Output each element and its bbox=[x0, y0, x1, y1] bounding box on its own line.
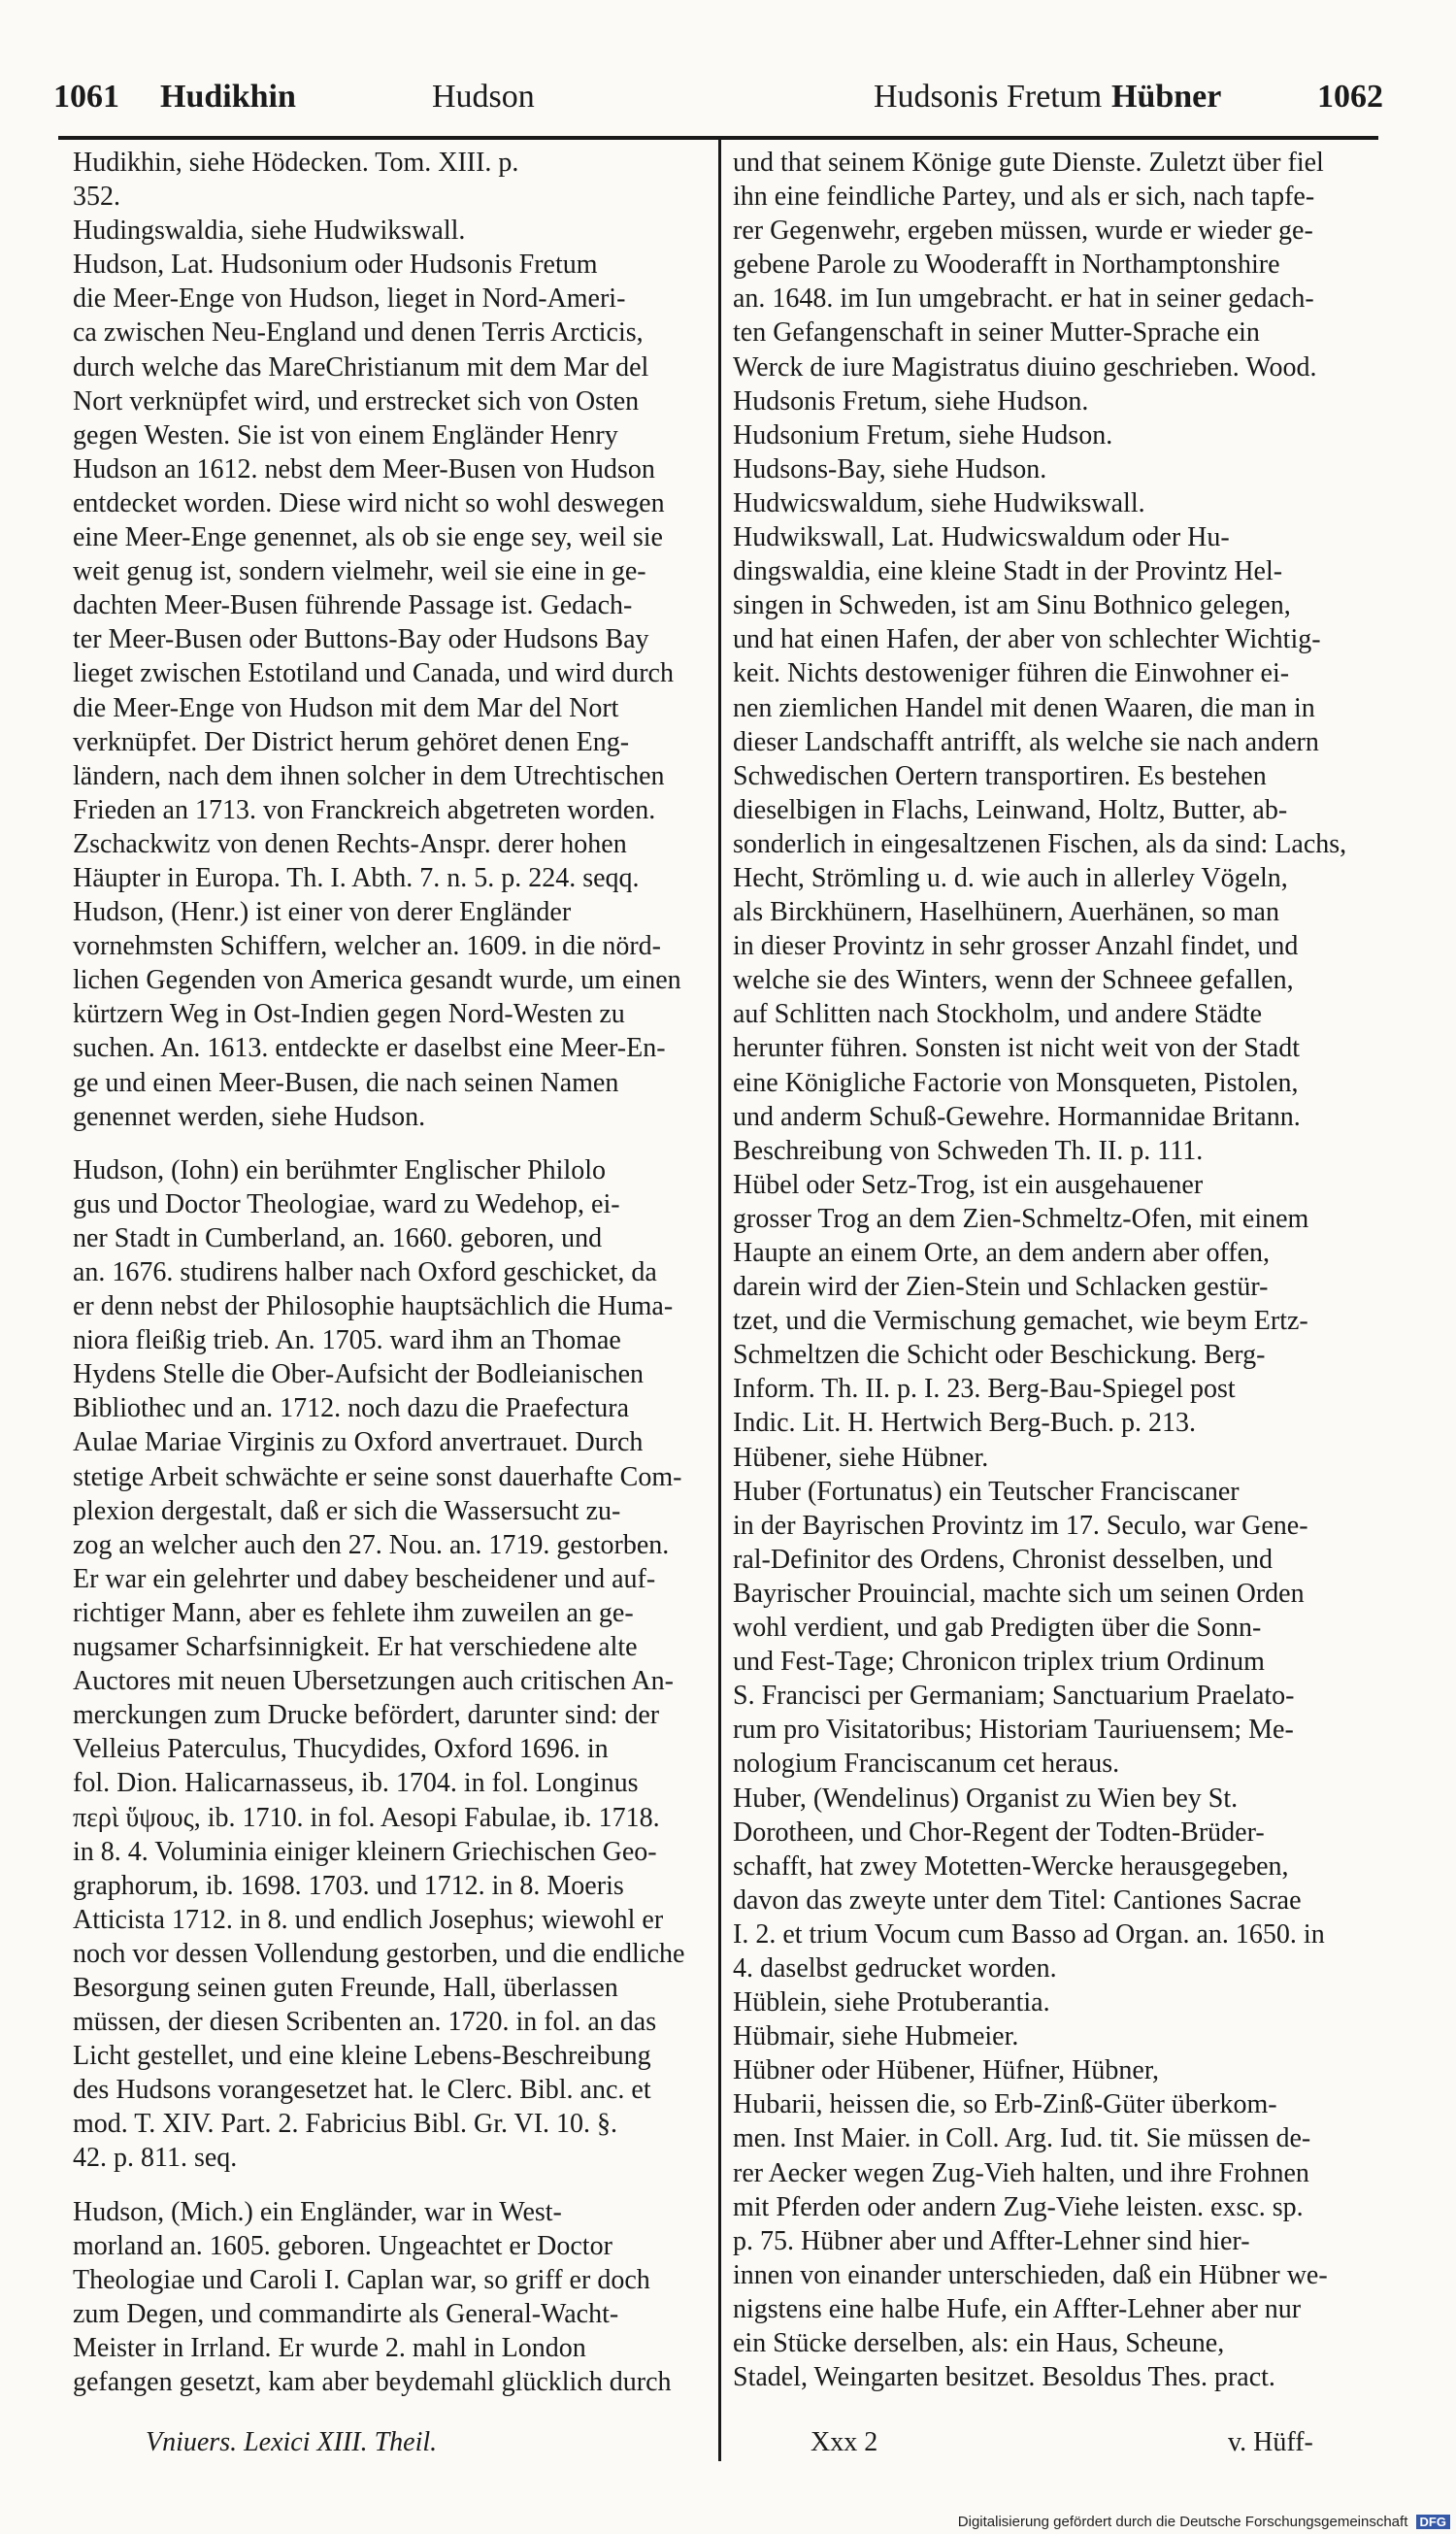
text-line: Hubarii, heissen die, so Erb-Zinß-Güter überkom- bbox=[733, 2089, 1277, 2120]
text-line: Huber (Fortunatus) ein Teutscher Franciscaner bbox=[733, 1476, 1240, 1507]
running-header bbox=[53, 68, 1383, 126]
guideword-right: Hübner bbox=[1111, 79, 1222, 115]
text-line: müssen, der diesen Scribenten an. 1720. in fol. an das bbox=[73, 2007, 657, 2038]
text-line: niora fleißig trieb. An. 1705. ward ihm an Thomae bbox=[73, 1325, 621, 1356]
dfg-logo: DFG bbox=[1416, 2515, 1450, 2529]
catchword: v. Hüff- bbox=[1228, 2427, 1313, 2457]
text-line: Hudsonis Fretum, siehe Hudson. bbox=[733, 385, 1089, 417]
text-line: nigstens eine halbe Hufe, ein Affter-Lehner aber nur bbox=[733, 2293, 1302, 2324]
text-line: keit. Nichts destoweniger führen die Einwohner ei- bbox=[733, 658, 1290, 689]
text-line: in dieser Provintz in sehr grosser Anzahl findet, und bbox=[733, 931, 1299, 962]
text-line: Licht gestellet, und eine kleine Lebens-Beschreibung bbox=[73, 2041, 651, 2072]
keyword-right: Hudsonis Fretum bbox=[874, 79, 1103, 115]
text-line: gegen Westen. Sie ist von einem Engländer Henry bbox=[73, 419, 618, 450]
text-line: Beschreibung von Schweden Th. II. p. 111. bbox=[733, 1135, 1204, 1166]
left-column bbox=[73, 146, 709, 2399]
text-line: vornehmsten Schiffern, welcher an. 1609. in die nörd- bbox=[73, 931, 661, 962]
text-line: Haupte an einem Orte, an dem andern aber offen, bbox=[733, 1238, 1271, 1268]
text-line: rer Aecker wegen Zug-Vieh halten, und ihre Frohnen bbox=[733, 2157, 1309, 2188]
text-line: an. 1648. im Iun umgebracht. er hat in seiner gedach- bbox=[733, 283, 1314, 315]
text-line: in der Bayrischen Provintz im 17. Seculo, war Gene- bbox=[733, 1510, 1308, 1541]
text-line: ten Gefangenschaft in seiner Mutter-Sprache ein bbox=[733, 317, 1260, 349]
text-line: merckungen zum Drucke befördert, darunter sind: der bbox=[73, 1700, 660, 1731]
text-line: wohl verdient, und gab Predigten über die Sonn- bbox=[733, 1613, 1262, 1644]
text-line: nugsamer Scharfsinnigkeit. Er hat verschiedene alte bbox=[73, 1632, 638, 1663]
text-line: Auctores mit neuen Ubersetzungen auch critischen An- bbox=[73, 1666, 674, 1697]
text-line: 352. bbox=[73, 182, 120, 213]
text-line: Aulae Mariae Virginis zu Oxford anvertrauet. Durch bbox=[73, 1427, 644, 1458]
digitization-note bbox=[958, 2514, 1450, 2530]
text-line: Besorgung seinen guten Freunde, Hall, überlassen bbox=[73, 1972, 618, 2003]
text-line: Hüblein, siehe Protuberantia. bbox=[733, 1987, 1050, 2018]
text-line: Hübner oder Hübener, Hüfner, Hübner, bbox=[733, 2055, 1160, 2086]
text-line: Hudson, (Mich.) ein Engländer, war in West- bbox=[73, 2196, 562, 2227]
text-line: gus und Doctor Theologiae, ward zu Wedehop, ei- bbox=[73, 1188, 620, 1219]
digitization-text: Digitalisierung gefördert durch die Deutsche Forschungsgemeinschaft bbox=[957, 2514, 1408, 2530]
text-line: eine Königliche Factorie von Monsqueten, Pistolen, bbox=[733, 1067, 1299, 1098]
text-line: und Fest-Tage; Chronicon triplex trium Ordinum bbox=[733, 1647, 1265, 1678]
text-line: Nort verknüpfet wird, und erstrecket sich von Osten bbox=[73, 385, 640, 417]
page-number-left: 1061 bbox=[53, 79, 119, 115]
text-line: ral-Definitor des Ordens, Chronist desselben, und bbox=[733, 1544, 1273, 1575]
text-line: ner Stadt in Cumberland, an. 1660. geboren, und bbox=[73, 1222, 603, 1253]
sheet-mark: Xxx 2 bbox=[811, 2427, 878, 2457]
text-line: er denn nebst der Philosophie hauptsächlich die Huma- bbox=[73, 1291, 674, 1322]
text-line: kürtzern Weg in Ost-Indien gegen Nord-Westen zu bbox=[73, 999, 625, 1030]
text-line: Schmeltzen die Schicht oder Beschickung. Berg- bbox=[733, 1340, 1266, 1371]
text-line: entdecket worden. Diese wird nicht so wohl deswegen bbox=[73, 487, 665, 518]
text-line: Indic. Lit. H. Hertwich Berg-Buch. p. 213. bbox=[733, 1408, 1196, 1439]
text-line: richtiger Mann, aber es fehlete ihm zuweilen an ge- bbox=[73, 1597, 634, 1628]
text-line: Hudson, (Henr.) ist einer von derer Engländer bbox=[73, 897, 572, 928]
text-line: grosser Trog an dem Zien-Schmeltz-Ofen, mit einem bbox=[733, 1203, 1309, 1234]
text-line: Hudson an 1612. nebst dem Meer-Busen von Hudson bbox=[73, 453, 655, 484]
text-line: graphorum, ib. 1698. 1703. und 1712. in 8. Moeris bbox=[73, 1870, 624, 1901]
text-line: S. Francisci per Germaniam; Sanctuarium Praelato- bbox=[733, 1681, 1295, 1712]
text-line: Frieden an 1713. von Franckreich abgetreten worden. bbox=[73, 794, 656, 825]
text-line: Velleius Paterculus, Thucydides, Oxford 1696. in bbox=[73, 1734, 609, 1765]
text-line: Inform. Th. II. p. I. 23. Berg-Bau-Spiegel post bbox=[733, 1374, 1236, 1405]
text-line: plexion dergestalt, daß er sich die Wassersucht zu- bbox=[73, 1495, 621, 1526]
text-line: fol. Dion. Halicarnasseus, ib. 1704. in fol. Longinus bbox=[73, 1768, 639, 1799]
text-line: in 8. 4. Voluminia einiger kleinern Griechischen Geo- bbox=[73, 1836, 657, 1867]
text-line: 42. p. 811. seq. bbox=[73, 2143, 238, 2174]
text-line: rer Gegenwehr, ergeben müssen, wurde er wieder ge- bbox=[733, 216, 1313, 247]
text-line: ge und einen Meer-Busen, die nach seinen Namen bbox=[73, 1067, 619, 1098]
text-line: herunter führen. Sonsten ist nicht weit von der Stadt bbox=[733, 1033, 1300, 1064]
text-line: tzet, und die Vermischung gemachet, wie beym Ertz- bbox=[733, 1306, 1308, 1337]
text-line: morland an. 1605. geboren. Ungeachtet er Doctor bbox=[73, 2230, 612, 2261]
text-line: auf Schlitten nach Stockholm, und andere Städte bbox=[733, 999, 1263, 1030]
text-line: Hudsonium Fretum, siehe Hudson. bbox=[733, 419, 1113, 450]
text-line: I. 2. et trium Vocum cum Basso ad Organ. an. 1650. in bbox=[733, 1918, 1325, 1950]
text-line: des Hudsons vorangesetzet hat. le Clerc. Bibl. anc. et bbox=[73, 2075, 651, 2106]
text-line: nologium Franciscanum cet heraus. bbox=[733, 1749, 1120, 1780]
text-line: Theologiae und Caroli I. Caplan war, so griff er doch bbox=[73, 2264, 650, 2295]
keyword-left: Hudson bbox=[432, 79, 535, 115]
text-line: sonderlich in eingesaltzenen Fischen, als da sind: Lachs, bbox=[733, 828, 1347, 859]
text-line: 4. daselbst gedrucket worden. bbox=[733, 1952, 1057, 1984]
text-line: welche sie des Winters, wenn der Schneee gefallen, bbox=[733, 965, 1294, 996]
text-line: davon das zweyte unter dem Titel: Cantiones Sacrae bbox=[733, 1884, 1302, 1916]
text-line: nen ziemlichen Handel mit denen Waaren, die man in bbox=[733, 692, 1315, 723]
text-line: gebene Parole zu Wooderafft in Northamptonshire bbox=[733, 250, 1280, 281]
text-line: und anderm Schuß-Gewehre. Hormannidae Britann. bbox=[733, 1101, 1301, 1132]
text-line: durch welche das MareChristianum mit dem Mar del bbox=[73, 351, 649, 383]
text-line: lichen Gegenden von America gesandt wurde, um einen bbox=[73, 965, 681, 996]
text-line: Dorotheen, und Chor-Regent der Todten-Brüder- bbox=[733, 1817, 1265, 1848]
text-line: Er war ein gelehrter und dabey bescheidener und auf- bbox=[73, 1563, 656, 1594]
text-line: ter Meer-Busen oder Buttons-Bay oder Hudsons Bay bbox=[73, 624, 649, 655]
text-line: men. Inst Maier. in Coll. Arg. Iud. tit. Sie müssen de- bbox=[733, 2123, 1311, 2154]
text-line: Hudson, (Iohn) ein berühmter Englischer Philolo bbox=[73, 1154, 607, 1185]
text-line: die Meer-Enge von Hudson, lieget in Nord-Ameri- bbox=[73, 283, 626, 315]
text-line: als Birckhünern, Haselhünern, Auerhänen, so man bbox=[733, 897, 1279, 928]
text-line: ein Stücke derselben, als: ein Haus, Scheune, bbox=[733, 2328, 1225, 2358]
paragraph-gap bbox=[73, 1134, 709, 1153]
text-line: noch vor dessen Vollendung gestorben, und die endliche bbox=[73, 1938, 685, 1969]
column-divider bbox=[718, 136, 721, 2461]
text-line: suchen. An. 1613. entdeckte er daselbst eine Meer-En- bbox=[73, 1033, 666, 1064]
text-line: Hudwikswall, Lat. Hudwicswaldum oder Hu- bbox=[733, 522, 1230, 553]
text-line: Hübel oder Setz-Trog, ist ein ausgehauener bbox=[733, 1169, 1204, 1200]
text-line: Hudsons-Bay, siehe Hudson. bbox=[733, 453, 1047, 484]
text-line: verknüpfet. Der District herum gehöret denen Eng- bbox=[73, 726, 630, 757]
text-line: Bayrischer Prouincial, machte sich um seinen Orden bbox=[733, 1578, 1305, 1609]
text-line: dachten Meer-Busen führende Passage ist. Gedach- bbox=[73, 590, 633, 621]
text-line: singen in Schweden, ist am Sinu Bothnico gelegen, bbox=[733, 590, 1291, 621]
signature-line: Vniuers. Lexici XIII. Theil. bbox=[146, 2427, 438, 2457]
text-line: Atticista 1712. in 8. und endlich Josephus; wiewohl er bbox=[73, 1904, 664, 1935]
text-line: die Meer-Enge von Hudson mit dem Mar del Nort bbox=[73, 692, 619, 723]
text-line: Hübmair, siehe Hubmeier. bbox=[733, 2021, 1019, 2052]
text-line: Hudikhin, siehe Hödecken. Tom. XIII. p. bbox=[73, 148, 519, 178]
text-line: Hydens Stelle die Ober-Aufsicht der Bodleianischen bbox=[73, 1359, 645, 1390]
text-line: zum Degen, und commandirte als General-Wacht- bbox=[73, 2298, 619, 2329]
text-line: Werck de iure Magistratus diuino geschrieben. Wood. bbox=[733, 351, 1317, 383]
text-line: mod. T. XIV. Part. 2. Fabricius Bibl. Gr. VI. 10. §. bbox=[73, 2109, 618, 2140]
guideword-left: Hudikhin bbox=[160, 79, 296, 115]
text-line: Stadel, Weingarten besitzet. Besoldus Thes. pract. bbox=[733, 2362, 1275, 2393]
text-line: Hübener, siehe Hübner. bbox=[733, 1442, 989, 1473]
text-line: darein wird der Zien-Stein und Schlacken gestür- bbox=[733, 1272, 1269, 1303]
text-line: Meister in Irrland. Er wurde 2. mahl in London bbox=[73, 2332, 586, 2363]
text-line: innen von einander unterschieden, daß ein Hübner we- bbox=[733, 2259, 1328, 2290]
text-line: schafft, hat zwey Motetten-Wercke herausgegeben, bbox=[733, 1850, 1289, 1882]
text-line: Hudwicswaldum, siehe Hudwikswall. bbox=[733, 487, 1145, 518]
text-line: stetige Arbeit schwächte er seine sonst dauerhafte Com- bbox=[73, 1461, 682, 1492]
text-line: an. 1676. studirens halber nach Oxford geschicket, da bbox=[73, 1257, 657, 1287]
paragraph-gap bbox=[73, 2176, 709, 2195]
text-line: lieget zwischen Estotiland und Canada, und wird durch bbox=[73, 658, 674, 689]
text-line: dieser Landschafft antrifft, als welche sie nach andern bbox=[733, 726, 1319, 757]
text-line: mit Pferden oder andern Zug-Viehe leisten. exsc. sp. bbox=[733, 2191, 1304, 2222]
text-line: περὶ ὕψους, ib. 1710. in fol. Aesopi Fabulae, ib. 1718. bbox=[73, 1802, 660, 1833]
text-line: und that seinem Könige gute Dienste. Zuletzt über fiel bbox=[733, 148, 1324, 178]
text-line: Schwedischen Oertern transportiren. Es bestehen bbox=[733, 760, 1267, 791]
text-line: dieselbigen in Flachs, Leinwand, Holtz, Butter, ab- bbox=[733, 794, 1288, 825]
text-line: genennet werden, siehe Hudson. bbox=[73, 1101, 426, 1132]
right-column bbox=[733, 146, 1364, 2394]
text-line: p. 75. Hübner aber und Affter-Lehner sind hier- bbox=[733, 2225, 1250, 2256]
text-line: zog an welcher auch den 27. Nou. an. 1719. gestorben. bbox=[73, 1529, 670, 1560]
text-line: weit genug ist, sondern vielmehr, weil sie eine in ge- bbox=[73, 556, 646, 587]
text-line: ländern, nach dem ihnen solcher in dem Utrechtischen bbox=[73, 760, 665, 791]
text-line: ca zwischen Neu-England und denen Terris Arcticis, bbox=[73, 317, 644, 349]
text-line: eine Meer-Enge genennet, als ob sie enge sey, weil sie bbox=[73, 522, 663, 553]
text-line: Zschackwitz von denen Rechts-Anspr. derer hohen bbox=[73, 828, 627, 859]
text-line: Hudson, Lat. Hudsonium oder Hudsonis Fretum bbox=[73, 250, 598, 281]
text-line: und hat einen Hafen, der aber von schlechter Wichtig- bbox=[733, 624, 1321, 655]
text-line: rum pro Visitatoribus; Historiam Tauriuensem; Me- bbox=[733, 1715, 1294, 1746]
page-number-right: 1062 bbox=[1317, 79, 1383, 115]
text-line: Huber, (Wendelinus) Organist zu Wien bey St. bbox=[733, 1783, 1239, 1814]
text-line: ihn eine feindliche Partey, und als er sich, nach tapfe- bbox=[733, 182, 1315, 213]
text-line: Bibliothec und an. 1712. noch dazu die Praefectura bbox=[73, 1393, 630, 1424]
text-line: Hecht, Strömling u. d. wie auch in allerley Vögeln, bbox=[733, 862, 1288, 893]
text-line: Häupter in Europa. Th. I. Abth. 7. n. 5. p. 224. seqq. bbox=[73, 862, 640, 893]
text-line: Hudingswaldia, siehe Hudwikswall. bbox=[73, 216, 466, 247]
text-line: gefangen gesetzt, kam aber beydemahl glücklich durch bbox=[73, 2367, 672, 2397]
text-line: dingswaldia, eine kleine Stadt in der Provintz Hel- bbox=[733, 556, 1283, 587]
